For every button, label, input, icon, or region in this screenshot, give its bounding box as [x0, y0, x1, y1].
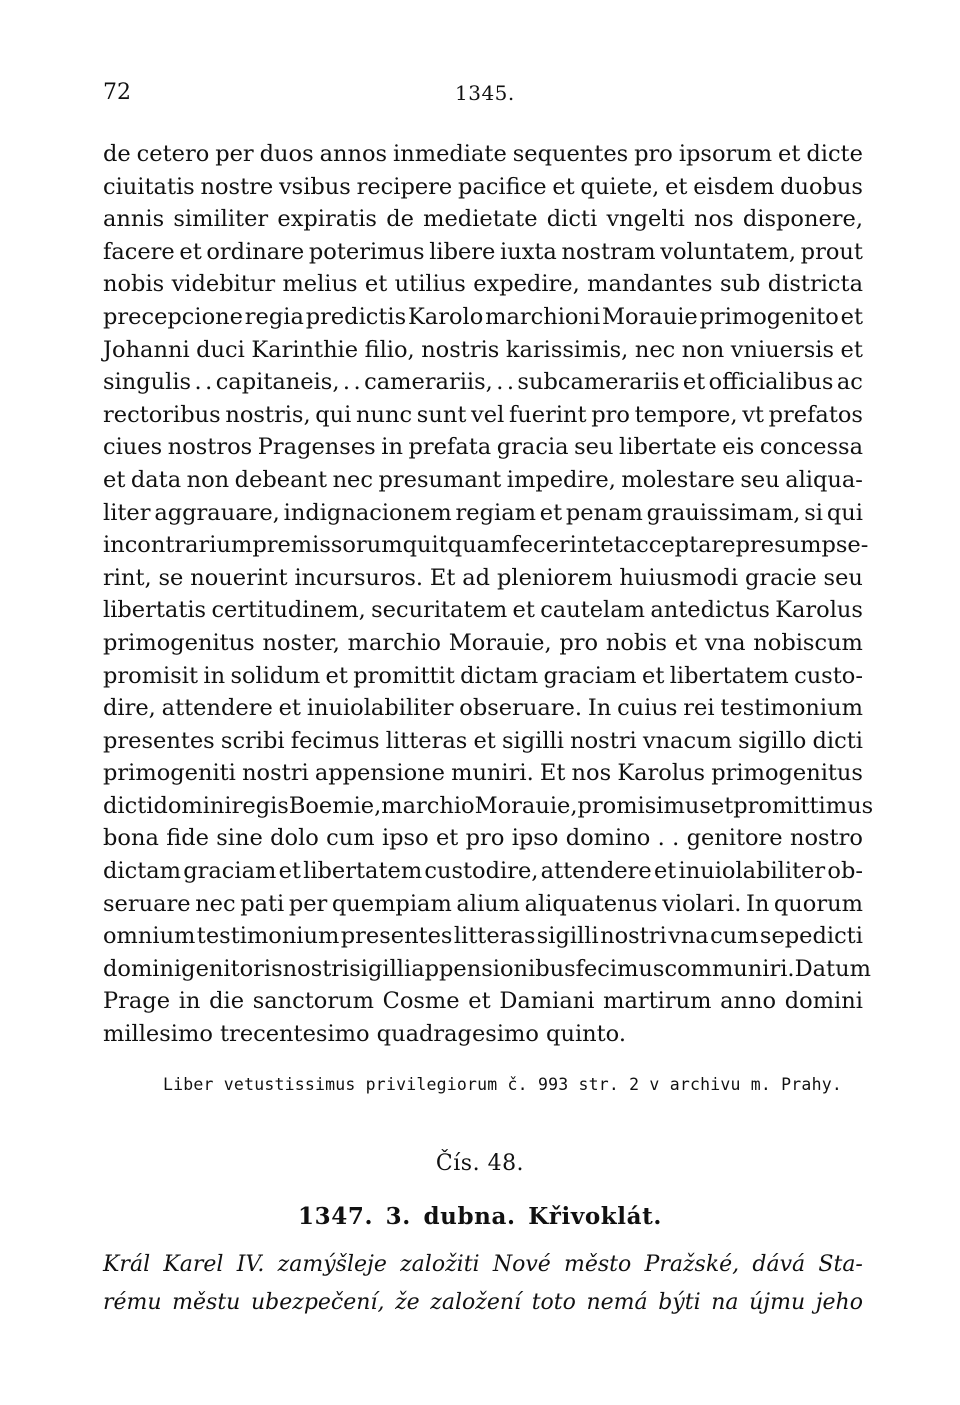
- page-number: 72: [103, 80, 131, 105]
- text-line: nobis videbitur melius et utilius expedire, mandantes sub districta: [103, 271, 863, 298]
- text-line: primogenitus noster, marchio Morauie, pro nobis et vna nobiscum: [103, 629, 863, 656]
- document-number: Čís. 48.: [435, 1151, 525, 1176]
- text-line: de cetero per duos annos inmediate sequentes pro ipsorum et dicte: [103, 141, 863, 167]
- running-head-year: 1345.: [455, 81, 515, 105]
- text-line: libertatis certitudinem, securitatem et cautelam antedictus Karolus: [103, 597, 863, 624]
- text-line: rint, se nouerint incursuros. Et ad pleniorem huiusmodi gracie seu: [103, 564, 863, 591]
- text-line: domini genitoris nostri sigilli appensionibus fecimus communiri. Datum: [103, 955, 871, 982]
- text-line: millesimo trecentesimo quadragesimo quinto.: [103, 1021, 626, 1048]
- text-line: promisit in solidum et promittit dictam graciam et libertatem custo-: [103, 662, 863, 689]
- text-line: dictam graciam et libertatem custodire, attendere et inuiolabiliter ob-: [103, 858, 863, 885]
- text-line: liter aggrauare, indignacionem regiam et penam grauissimam, si qui: [103, 499, 863, 526]
- text-line: presentes scribi fecimus litteras et sigilli nostri vnacum sigillo dicti: [103, 727, 863, 754]
- text-line: annis similiter expiratis de medietate dicti vngelti nos disponere,: [103, 206, 863, 233]
- text-line: ciues nostros Pragenses in prefata gracia seu libertate eis concessa: [103, 434, 863, 461]
- document-date-place: 1347. 3. dubna. Křivoklát.: [298, 1203, 662, 1230]
- text-line: primogeniti nostri appensione muniri. Et nos Karolus primogenitus: [103, 760, 863, 787]
- text-line: in contrarium premissorum quitquam fecerint et acceptare presumpse-: [103, 532, 869, 559]
- text-line: facere et ordinare poterimus libere iuxta nostram voluntatem, prout: [103, 238, 863, 265]
- text-line: omnium testimonium presentes litteras sigilli nostri vna cum sepedicti: [103, 923, 863, 950]
- text-line: ciuitatis nostre vsibus recipere pacifice et quiete, et eisdem duobus: [103, 173, 863, 200]
- text-line: seruare nec pati per quempiam alium aliquatenus violari. In quorum: [103, 890, 863, 917]
- text-line: rectoribus nostris, qui nunc sunt vel fuerint pro tempore, vt prefatos: [103, 401, 863, 428]
- text-line: bona fide sine dolo cum ipso et pro ipso domino . . genitore nostro: [103, 825, 863, 852]
- summary-line: rému městu ubezpečení, že založení toto nemá býti na újmu jeho: [103, 1290, 863, 1315]
- document-summary: [103, 1246, 863, 1322]
- text-line: Prage in die sanctorum Cosme et Damiani martirum anno domini: [103, 988, 863, 1015]
- text-line: et data non debeant nec presumant impedire, molestare seu aliqua-: [103, 466, 863, 493]
- text-line: singulis . . capitaneis, . . camerariis, . . subcamerariis et officialibus ac: [103, 369, 863, 396]
- text-line: Johanni duci Karinthie filio, nostris karissimis, nec non vniuersis et: [103, 336, 863, 363]
- text-line: precepcione regia predictis Karolo marchioni Morauie primogenito et: [103, 303, 863, 330]
- source-note: Liber vetustissimus privilegiorum č. 993 str. 2 v archivu m. Prahy.: [163, 1075, 842, 1094]
- summary-line: Král Karel IV. zamýšleje založiti Nové město Pražské, dává Sta-: [103, 1252, 863, 1277]
- charter-text: [103, 138, 874, 1051]
- text-line: dicti domini regis Boemie, marchio Morauie, promisimus et promittimus: [103, 792, 874, 819]
- text-line: dire, attendere et inuiolabiliter obseruare. In cuius rei testimonium: [103, 695, 863, 722]
